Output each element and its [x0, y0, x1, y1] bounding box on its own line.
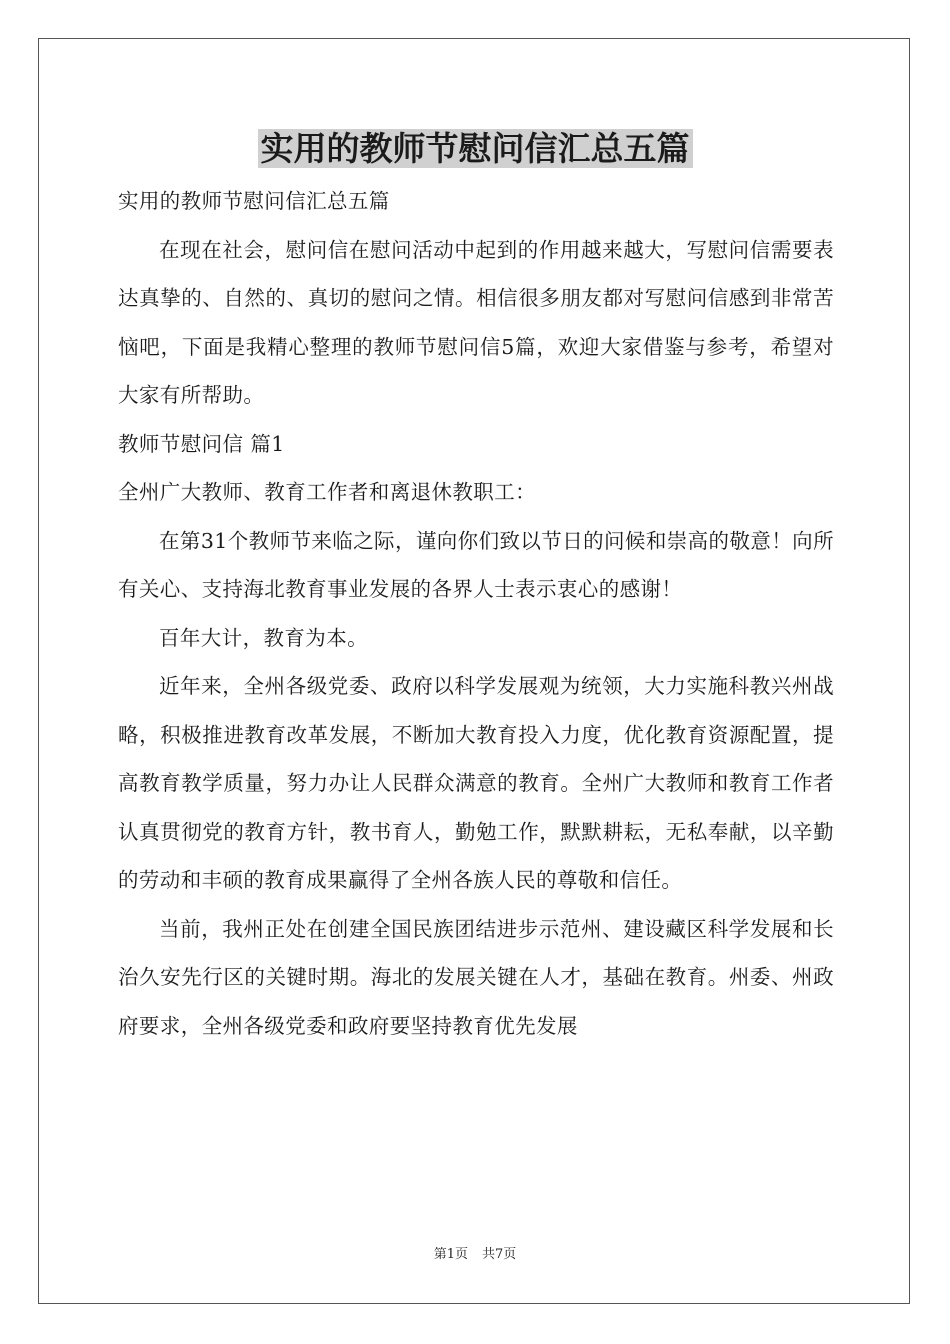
document-title-text: 实用的教师节慰问信汇总五篇 — [258, 129, 693, 168]
paragraph-achievements: 近年来，全州各级党委、政府以科学发展观为统领，大力实施科教兴州战略，积极推进教育改革发展，不断加大教育投入力度，优化教育资源配置，提高教育教学质量，努力办让人民群众满意的教育。全州广大教师和教育工作者认真贯彻党的教育方针，教书育人，勤勉工作，默默耕耘，无私奉献，以辛勤的劳动和丰硕的教育成果赢得了全州各族人民的尊敬和信任。 — [118, 674, 834, 892]
paragraph-current: 当前，我州正处在创建全国民族团结进步示范州、建设藏区科学发展和长治久安先行区的关键时期。海北的发展关键在人才，基础在教育。州委、州政府要求，全州各级党委和政府要坚持教育优先发展 — [118, 916, 834, 1038]
page-number-total: 共7页 — [482, 1247, 517, 1262]
document-title — [0, 126, 950, 172]
paragraph-motto: 百年大计，教育为本。 — [159, 625, 368, 650]
document-body — [118, 177, 834, 1050]
page-number-current: 第1页 — [433, 1247, 468, 1262]
paragraph-intro: 在现在社会，慰问信在慰问活动中起到的作用越来越大，写慰问信需要表达真挚的、自然的、真切的慰问之情。相信很多朋友都对写慰问信感到非常苦恼吧，下面是我精心整理的教师节慰问信5篇，欢迎大家借鉴与参考，希望对大家有所帮助。 — [118, 237, 834, 407]
document-subtitle: 实用的教师节慰问信汇总五篇 — [118, 189, 390, 213]
page-footer — [0, 1246, 950, 1264]
letter-salutation: 全州广大教师、教育工作者和离退休教职工： — [118, 480, 536, 504]
section-heading-1: 教师节慰问信 篇1 — [118, 431, 285, 456]
paragraph-greeting: 在第31个教师节来临之际，谨向你们致以节日的问候和崇高的敬意！向所有关心、支持海北教育事业发展的各界人士表示衷心的感谢！ — [118, 528, 834, 601]
